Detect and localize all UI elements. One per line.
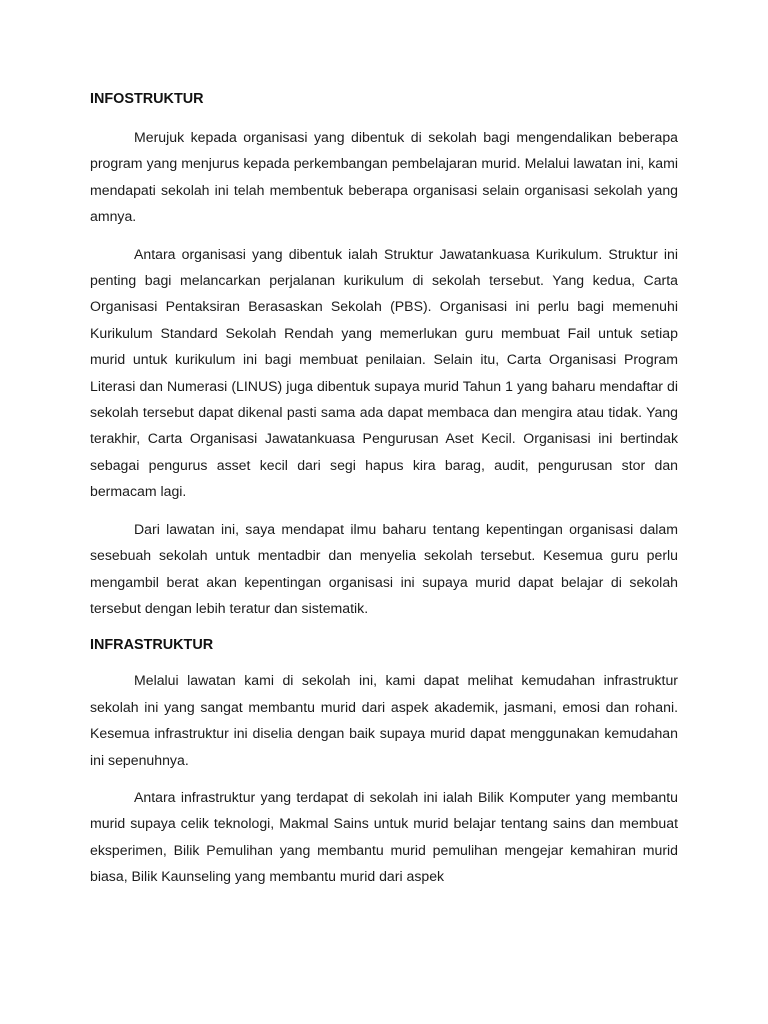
paragraph-infrastruktur-2: Antara infrastruktur yang terdapat di sekolah ini ialah Bilik Komputer yang membantu murid supaya celik teknologi, Makmal Sains untuk murid belajar tentang sains dan membuat eksperimen, Bilik Pemulihan yang membantu murid pemulihan mengejar kemahiran murid biasa, Bilik Kaunseling yang membantu murid dari aspek bbox=[90, 788, 678, 885]
paragraph-infostruktur-2: Antara organisasi yang dibentuk ialah Struktur Jawatankuasa Kurikulum. Struktur ini penting bagi melancarkan perjalanan kurikulum di sekolah tersebut. Yang kedua, Carta Organisasi Pentaksiran Berasaskan Sekolah (PBS). Organisasi ini perlu bagi memenuhi Kurikulum Standard Sekolah Rendah yang memerlukan guru membuat Fail untuk setiap murid untuk kurikulum ini bagi membuat penilaian. Selain itu, Carta Organisasi Program Literasi dan Numerasi (LINUS) juga dibentuk supaya murid Tahun 1 yang baharu mendaftar di sekolah tersebut dapat dikenal pasti sama ada dapat membaca dan mengira atau tidak. Yang terakhir, Carta Organisasi Jawatankuasa Pengurusan Aset Kecil. Organisasi ini bertindak sebagai pengurus asset kecil dari segi hapus kira barag, audit, pengurusan stor dan bermacam lagi. bbox=[90, 245, 678, 500]
section-heading-infostruktur: INFOSTRUKTUR bbox=[90, 91, 204, 107]
paragraph-infostruktur-3: Dari lawatan ini, saya mendapat ilmu baharu tentang kepentingan organisasi dalam sesebuah sekolah untuk mentadbir dan menyelia sekolah tersebut. Kesemua guru perlu mengambil berat akan kepentingan organisasi ini supaya murid dapat belajar di sekolah tersebut dengan lebih teratur dan sistematik. bbox=[90, 520, 678, 616]
paragraph-infrastruktur-1: Melalui lawatan kami di sekolah ini, kami dapat melihat kemudahan infrastruktur sekolah ini yang sangat membantu murid dari aspek akademik, jasmani, emosi dan rohani. Kesemua infrastruktur ini diselia dengan baik supaya murid dapat menggunakan kemudahan ini sepenuhnya. bbox=[90, 672, 678, 768]
paragraph-infostruktur-1: Merujuk kepada organisasi yang dibentuk di sekolah bagi mengendalikan beberapa program yang menjurus kepada perkembangan pembelajaran murid. Melalui lawatan ini, kami mendapati sekolah ini telah membentuk beberapa organisasi selain organisasi sekolah yang amnya. bbox=[90, 129, 678, 225]
section-heading-infrastruktur: INFRASTRUKTUR bbox=[90, 637, 214, 654]
